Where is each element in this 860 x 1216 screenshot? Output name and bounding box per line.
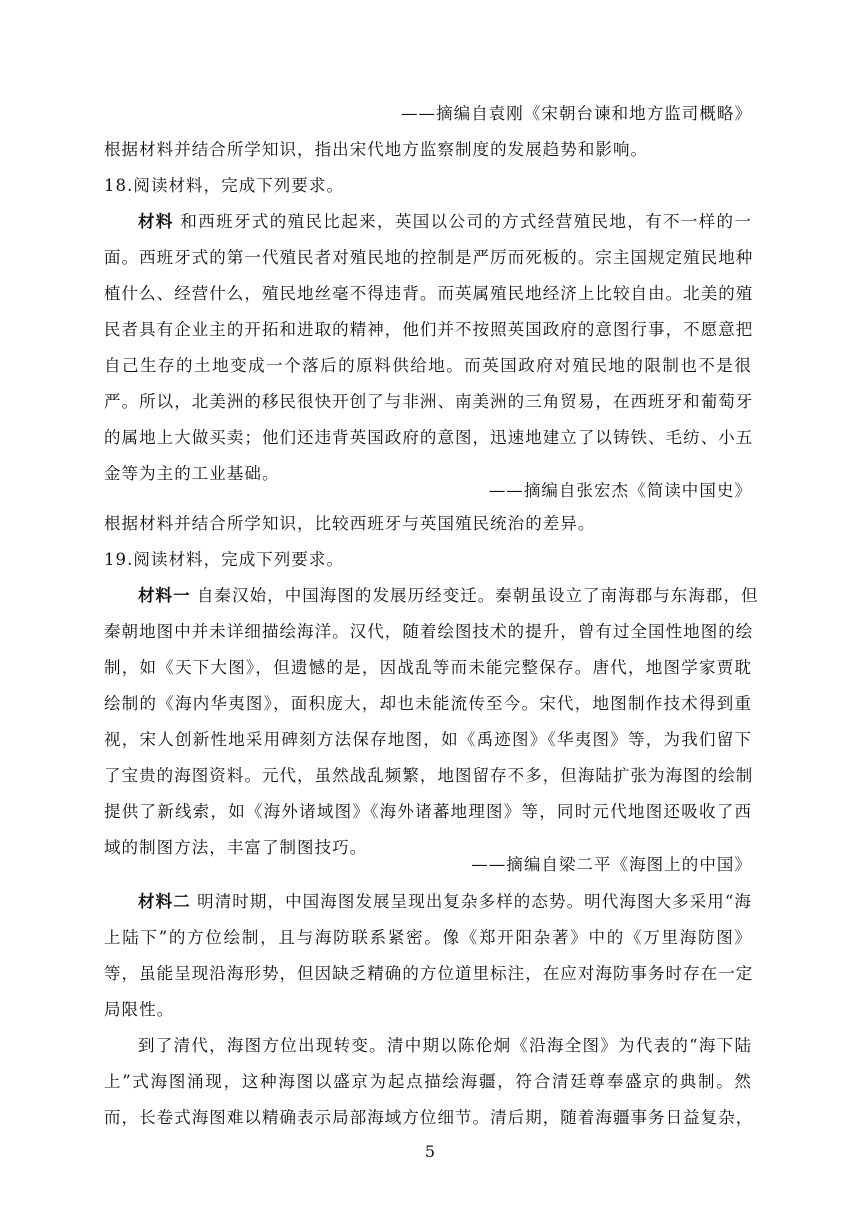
question-18-task: 根据材料并结合所学知识，比较西班牙与英国殖民统治的差异。 xyxy=(104,514,596,533)
m2-line-4: 局限性。 xyxy=(104,1000,175,1019)
m1-line-7: 提供了新线索，如《海外诸域图》《海外诸蕃地理图》等，同时元代地图还吸收了西 xyxy=(104,802,752,821)
m2-text-1: 明清时期，中国海图发展呈现出复杂多样的态势。明代海图大多采用“海 xyxy=(190,892,752,911)
m1-line-5: 视，宋人创新性地采用碑刻方法保存地图，如《禹迹图》《华夷图》等，为我们留下 xyxy=(104,730,752,749)
source-citation-zhang: ——摘编自张宏杰《简读中国史》 xyxy=(488,481,752,500)
m2-line-7: 而，长卷式海图难以精确表示局部海域方位细节。清后期，随着海疆事务日益复杂， xyxy=(104,1108,754,1127)
material-two-label: 材料二 xyxy=(138,892,191,911)
page-number: 5 xyxy=(424,1142,436,1161)
q18-material-line-3: 植什么、经营什么，殖民地丝毫不得违背。而英属殖民地经济上比较自由。北美的殖 xyxy=(104,284,754,303)
m1-line-6: 了宝贵的海图资料。元代，虽然战乱频繁，地图留存不多，但海陆扩张为海图的绘制 xyxy=(104,766,754,785)
m1-line-1 xyxy=(138,586,759,606)
source-citation-song: ——摘编自袁刚《宋朝台谏和地方监司概略》 xyxy=(401,104,752,123)
q18-material-line-6: 严。所以，北美洲的移民很快开创了与非洲、南美洲的三角贸易，在西班牙和葡萄牙 xyxy=(104,392,754,411)
question-17-task: 根据材料并结合所学知识，指出宋代地方监察制度的发展趋势和影响。 xyxy=(104,140,649,159)
m2-line-3: 等，虽能呈现沿海形势，但因缺乏精确的方位道里标注，在应对海防事务时存在一定 xyxy=(104,964,754,983)
q18-material-line-4: 民者具有企业主的开拓和进取的精神，他们并不按照英国政府的意图行事，不愿意把 xyxy=(104,320,754,339)
m1-line-3: 制，如《天下大图》，但遗憾的是，因战乱等而未能完整保存。唐代，地图学家贾耽 xyxy=(104,658,752,677)
material-one-label: 材料一 xyxy=(138,586,191,605)
question-18-title: 18.阅读材料，完成下列要求。 xyxy=(104,176,344,195)
m1-line-8: 域的制图方法，丰富了制图技巧。 xyxy=(104,838,368,857)
q18-material-line-7: 的属地上大做买卖；他们还违背英国政府的意图，迅速地建立了以铸铁、毛纺、小五 xyxy=(104,428,754,447)
m1-text-1: 自秦汉始，中国海图的发展历经变迁。秦朝虽设立了南海郡与东海郡，但 xyxy=(190,586,759,605)
material-label: 材料 xyxy=(138,212,174,231)
m2-line-6: 上”式海图涌现，这种海图以盛京为起点描绘海疆，符合清廷尊奉盛京的典制。然 xyxy=(104,1072,752,1091)
q18-material-line-2: 面。西班牙式的第一代殖民者对殖民地的控制是严厉而死板的。宗主国规定殖民地种 xyxy=(104,248,754,267)
q18-material-line-1 xyxy=(138,212,752,232)
source-citation-liang: ——摘编自梁二平《海图上的中国》 xyxy=(471,855,752,874)
m2-line-2: 上陆下”的方位绘制，且与海防联系紧密。像《郑开阳杂著》中的《万里海防图》 xyxy=(104,928,752,947)
m2-line-1 xyxy=(138,892,752,912)
q18-material-line-5: 自己生存的土地变成一个落后的原料供给地。而英国政府对殖民地的限制也不是很 xyxy=(104,356,752,375)
m1-line-4: 绘制的《海内华夷图》，面积庞大，却也未能流传至今。宋代，地图制作技术得到重 xyxy=(104,694,752,713)
m2-line-5: 到了清代，海图方位出现转变。清中期以陈伦炯《沿海全图》为代表的“海下陆 xyxy=(138,1036,752,1055)
q18-material-line-8: 金等为主的工业基础。 xyxy=(104,464,280,483)
question-19-title: 19.阅读材料，完成下列要求。 xyxy=(104,550,344,569)
m1-line-2: 秦朝地图中并未详细描绘海洋。汉代，随着绘图技术的提升，曾有过全国性地图的绘 xyxy=(104,622,754,641)
q18-text-1: 和西班牙式的殖民比起来，英国以公司的方式经营殖民地，有不一样的一 xyxy=(173,212,752,231)
